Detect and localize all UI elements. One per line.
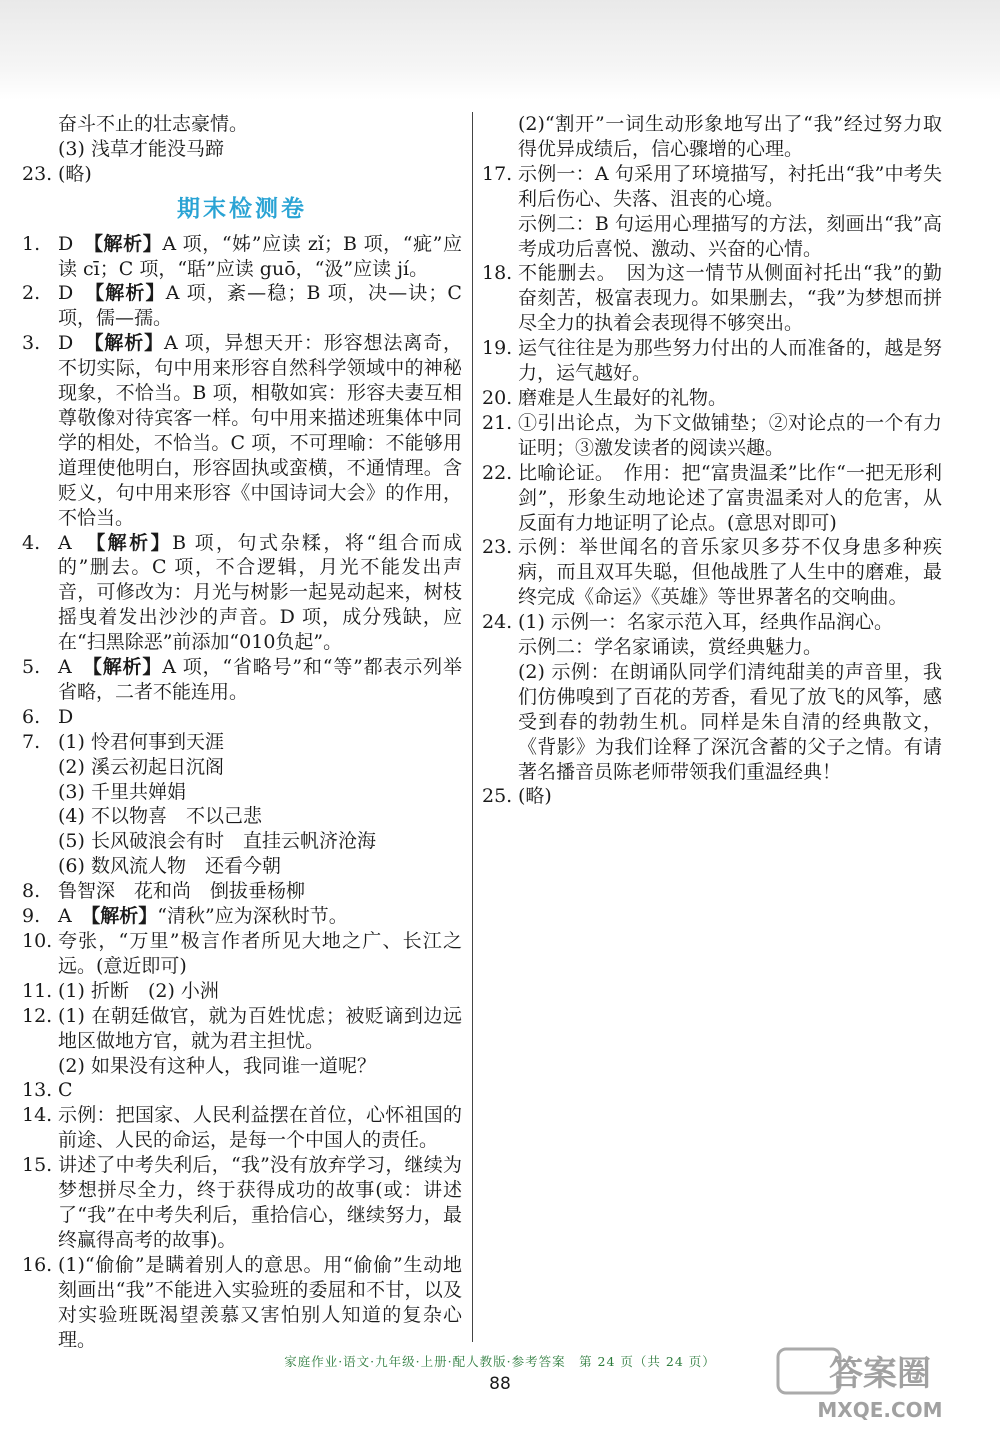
column-divider (472, 112, 473, 1342)
item-number: 23. (22, 162, 53, 185)
item-number: 17. (482, 162, 513, 185)
item-text: A 项，异想天开：形容想法离奇，不切实际，句中用来形容自然科学领域中的神秘现象，不恰当。B 项，相敬如宾：形容夫妻互相尊敬像对待宾客一样。句中用来描述班集体中同学的相处，不恰当。C 项，不可理喻：不能够用道理使他明白，形容固执或蛮横，不通情理。含贬义，句中用来形容《中国诗词大会》的作用，不恰当。 (58, 332, 462, 529)
answer-item (482, 261, 942, 336)
item-number: 11. (22, 979, 53, 1002)
answer-item (22, 904, 462, 929)
item-number: 16. (22, 1253, 53, 1276)
item-text: C (58, 1079, 73, 1102)
item-number: 21. (482, 411, 513, 434)
answer-item (22, 1004, 462, 1079)
item-text: (略) (58, 162, 92, 185)
answer-item (482, 784, 942, 809)
item-number: 4. (22, 531, 41, 554)
item-number: 2. (22, 282, 41, 305)
item-text: A 项，“省略号”和“等”都表示列举省略，二者不能连用。 (58, 656, 462, 703)
item-text: 示例：举世闻名的音乐家贝多芬不仅身患多种疾病，而且双耳失聪，但他战胜了人生中的磨难，最终完成《命运》《英雄》等世界著名的交响曲。 (518, 536, 942, 609)
answer-item (22, 730, 462, 879)
answer-item (22, 1253, 462, 1353)
answer-choice: D (58, 232, 74, 255)
answer-item (482, 535, 942, 610)
section-title: 期末检测卷 (177, 195, 307, 222)
item-number: 13. (22, 1079, 53, 1102)
answer-item (22, 331, 462, 530)
item-text: 不能删去。 因为这一情节从侧面衬托出“我”的勤奋刻苦，极富表现力。如果删去，“我”为梦想而拼尽全力的执着会表现得不够突出。 (518, 262, 942, 335)
item-number: 9. (22, 905, 41, 928)
answer-choice: D (58, 282, 74, 305)
continuation-text: 奋斗不止的壮志豪情。 (58, 113, 249, 135)
item-number: 14. (22, 1104, 53, 1127)
answer-item (22, 232, 462, 282)
answer-item (22, 1103, 462, 1153)
item-subline: (2) 示例：在朗诵队同学们清纯甜美的声音里，我们仿佛嗅到了百花的芳香，看见了放飞的风筝，感受到春的勃勃生机。同样是朱自清的经典散文，《背影》为我们诠释了深沉含蓄的父子之情。有请著名播音员陈老师带领我们重温经典！ (518, 660, 942, 783)
item-number: 1. (22, 232, 41, 255)
item-text: 运气往往是为那些努力付出的人而准备的，越是努力，运气越好。 (518, 337, 942, 385)
page-number: 88 (489, 1374, 511, 1394)
item-subline: (2) 如果没有这种人，我同谁一道呢？ (58, 1054, 376, 1077)
answer-choice: D (58, 332, 74, 355)
item-number: 6. (22, 705, 41, 728)
item-subline: 示例一：A 句采用了环境描写，衬托出“我”中考失利后伤心、失落、沮丧的心境。 (518, 162, 942, 210)
answer-choice: A (58, 905, 72, 928)
analysis-tag: 【解析】 (93, 232, 163, 255)
item-subline: (2) 溪云初起日沉阁 (58, 755, 224, 778)
answer-item (22, 1078, 462, 1103)
item-text: 比喻论证。 作用：把“富贵温柔”比作“一把无形利剑”，形象生动地论述了富贵温柔对人的危害，从反面有力地证明了论点。(意思对即可) (518, 461, 942, 534)
answer-item (482, 162, 942, 262)
answer-item (482, 610, 942, 784)
analysis-tag: 【解析】 (90, 905, 158, 928)
item-number: 15. (22, 1154, 53, 1177)
watermark-url: MXQE.COM (817, 1398, 943, 1422)
continuation-text: (2)“割开”一词生动形象地写出了“我”经过努力取得优异成绩后，信心骤增的心理。 (518, 113, 942, 160)
answer-item (22, 1153, 462, 1253)
answer-item (22, 162, 462, 187)
analysis-tag: 【解析】 (92, 656, 163, 679)
item-text: 鲁智深 花和尚 倒拔垂杨柳 (58, 880, 306, 903)
item-number: 12. (22, 1004, 53, 1027)
item-number: 3. (22, 332, 41, 355)
item-number: 20. (482, 386, 513, 409)
left-column (22, 112, 462, 1352)
answer-item (22, 979, 462, 1004)
answer-item (482, 336, 942, 386)
item-number: 25. (482, 785, 513, 808)
item-number: 22. (482, 461, 513, 484)
answer-choice: A (58, 656, 72, 679)
item-text: ①引出论点，为下文做铺垫；②对论点的一个有力证明；③激发读者的阅读兴趣。 (518, 411, 942, 459)
item-text: 示例：把国家、人民利益摆在首位，心怀祖国的前途、人民的命运，是每一个中国人的责任。 (58, 1104, 462, 1152)
item-text: 夸张，“万里”极言作者所见大地之广、长江之远。(意近即可) (58, 930, 462, 977)
answer-item (22, 929, 462, 979)
item-subline: (1) 怜君何事到天涯 (58, 730, 224, 753)
item-number: 10. (22, 930, 53, 952)
watermark-logo (776, 1345, 986, 1423)
item-text: D (58, 705, 74, 728)
watermark-title: 答案圈 (829, 1354, 931, 1394)
answer-item (482, 386, 942, 411)
item-text: (1) 折断 (2) 小洲 (58, 979, 219, 1002)
analysis-tag: 【解析】 (95, 531, 173, 554)
item-number: 19. (482, 337, 513, 360)
answer-item (22, 655, 462, 705)
item-text: B 项，句式杂糅，将“组合而成的”删去。C 项，不合逻辑，月光不能发出声音，可修改为：月光与树影一起晃动起来，树枝摇曳着发出沙沙的声音。D 项，成分残缺，应在“扫黑除恶”前添加“010负起”。 (58, 531, 462, 654)
answer-item (22, 879, 462, 904)
answer-item (22, 705, 462, 730)
item-number: 5. (22, 656, 41, 679)
analysis-tag: 【解析】 (93, 332, 164, 355)
answer-item (22, 531, 462, 656)
item-subline: (4) 不以物喜 不以己悲 (58, 805, 262, 828)
continuation-text: (3) 浅草才能没马蹄 (58, 137, 224, 160)
footer-book-info: 家庭作业·语文·九年级·上册·配人教版·参考答案 第 24 页（共 24 页） (284, 1354, 716, 1369)
item-subline: (1) 示例一：名家示范入耳，经典作品润心。 (518, 611, 893, 634)
answer-choice: A (58, 531, 72, 554)
scan-top-band (0, 0, 1000, 100)
item-subline: 示例二：B 句运用心理描写的方法，刻画出“我”高考成功后喜悦、激动、兴奋的心情。 (518, 212, 942, 260)
item-subline: (5) 长风破浪会有时 直挂云帆济沧海 (58, 830, 376, 853)
item-number: 24. (482, 611, 513, 634)
item-text: 磨难是人生最好的礼物。 (518, 386, 728, 409)
answer-item (22, 281, 462, 331)
item-subline: (1) 在朝廷做官，就为百姓忧虑；被贬谪到边远地区做地方官，就为君主担忧。 (58, 1004, 462, 1052)
item-text: 讲述了中考失利后，“我”没有放弃学习，继续为梦想拼尽全力，终于获得成功的故事(或：讲述了“我”在中考失利后，重拾信心，继续努力，最终赢得高考的故事)。 (58, 1154, 462, 1251)
item-text: (略) (518, 785, 552, 808)
right-column (482, 112, 942, 809)
answer-item (482, 461, 942, 536)
item-text: “清秋”应为深秋时节。 (157, 905, 348, 928)
analysis-tag: 【解析】 (94, 282, 166, 305)
item-number: 23. (482, 536, 513, 559)
answer-item (482, 411, 942, 461)
item-number: 7. (22, 730, 41, 753)
item-text: (1)“偷偷”是瞒着别人的意思。用“偷偷”生动地刻画出“我”不能进入实验班的委屈和不甘，以及对实验班既渴望羡慕又害怕别人知道的复杂心理。 (58, 1253, 462, 1351)
item-subline: (3) 千里共婵娟 (58, 780, 186, 803)
item-text: A 项，紊—稳；B 项，决—诀；C 项，儒—孺。 (58, 282, 462, 330)
item-text: A 项，“姊”应读 zǐ；B 项，“疵”应读 cī；C 项，“聒”应读 guō，“汲”应读 jí。 (58, 232, 462, 280)
item-subline: (6) 数风流人物 还看今朝 (58, 855, 281, 878)
item-number: 18. (482, 262, 513, 285)
item-subline: 示例二：学名家诵读，赏经典魅力。 (518, 636, 823, 659)
item-number: 8. (22, 880, 41, 903)
